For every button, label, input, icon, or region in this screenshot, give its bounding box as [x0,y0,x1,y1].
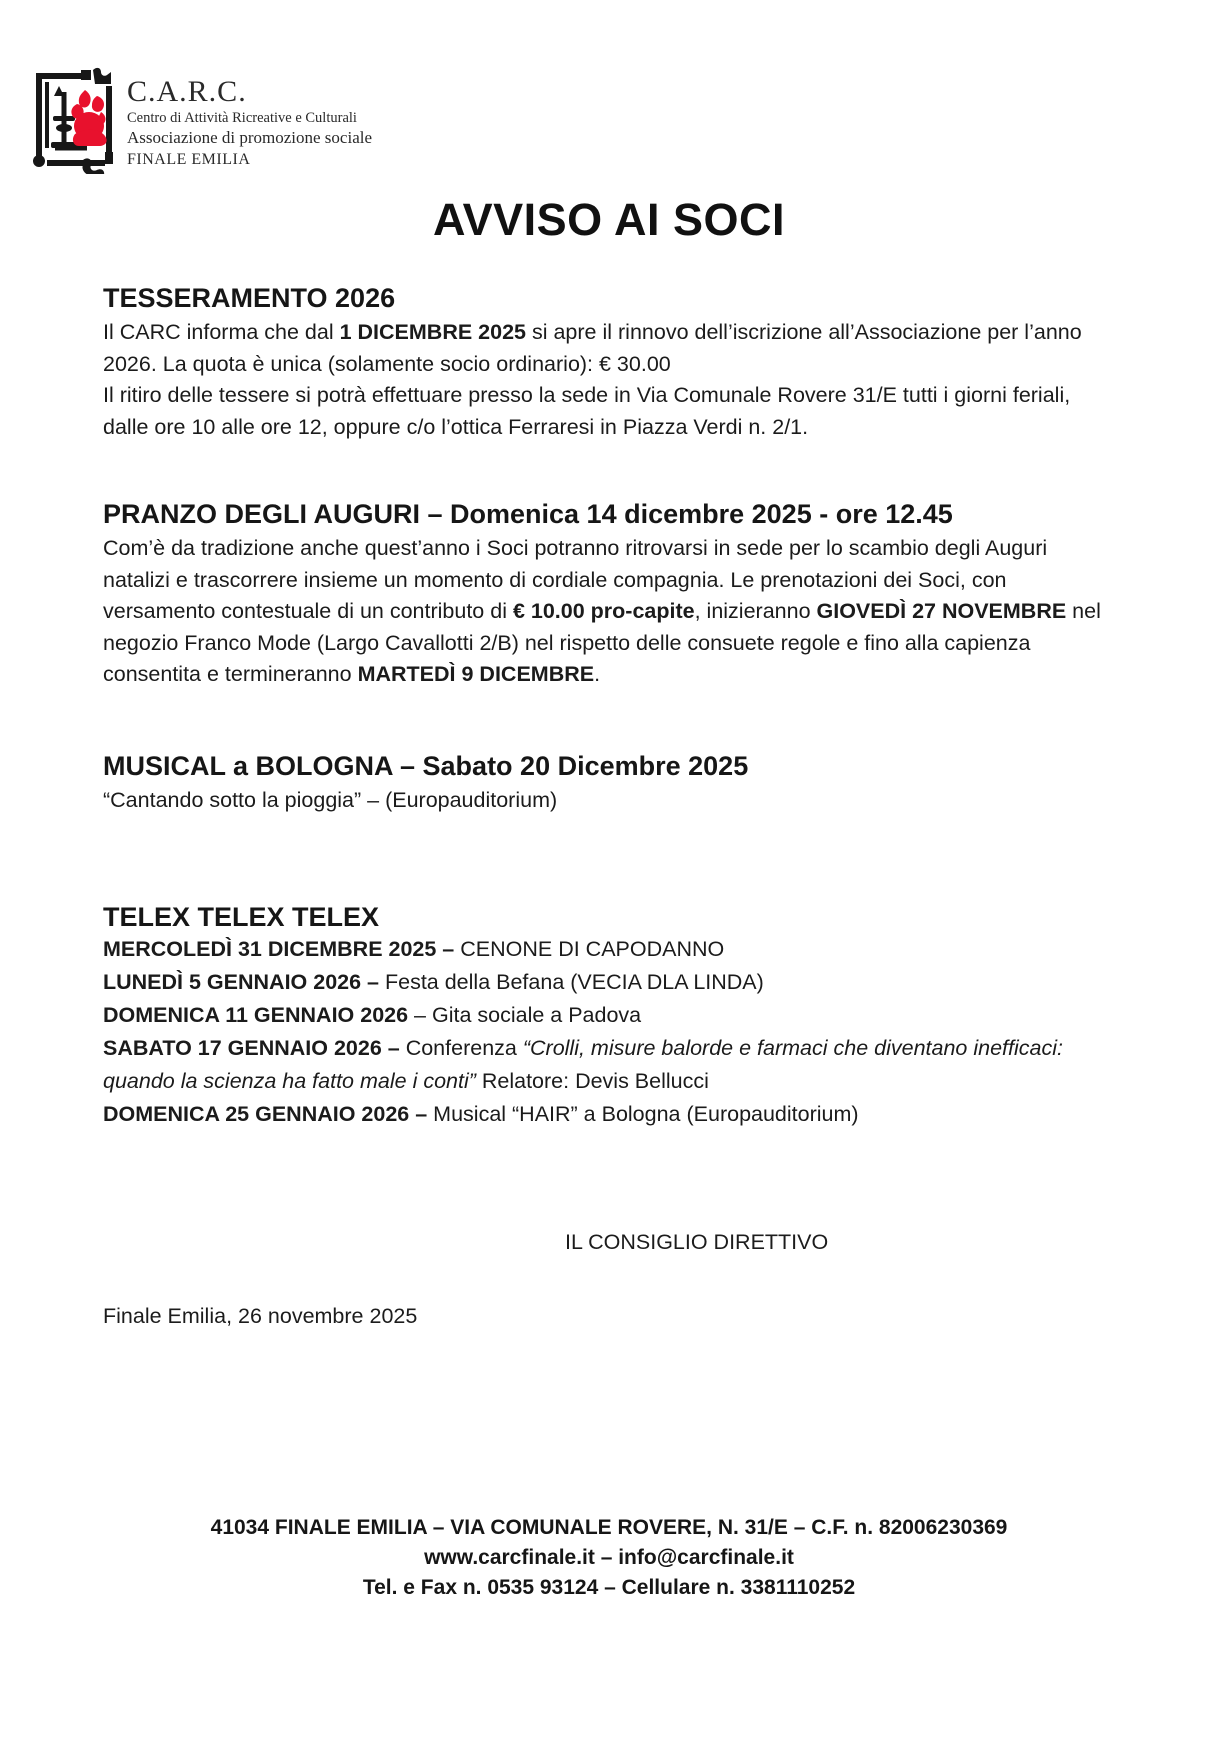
telex-item-1: MERCOLEDÌ 31 DICEMBRE 2025 – CENONE DI CAPODANNO [103,937,725,961]
telex-item-3: DOMENICA 11 GENNAIO 2026 – Gita sociale a Padova [103,1003,642,1027]
org-header [25,60,1115,174]
org-text-block [127,60,372,169]
tesseramento-paragraph-1: Il CARC informa che dal 1 DICEMBRE 2025 si apre il rinnovo dell’iscrizione all’Associazione per l’anno 2026. La quota è unica (solamente socio ordinario): € 30.00 [103,320,1082,376]
telex-item-2: LUNEDÌ 5 GENNAIO 2026 – Festa della Befana (VECIA DLA LINDA) [103,970,764,994]
org-subtitle-1: Centro di Attività Ricreative e Culturali [127,109,357,126]
footer-web-email: www.carcfinale.it – info@carcfinale.it [424,1546,794,1569]
carc-emblem-icon [25,60,117,174]
place-date-line: Finale Emilia, 26 novembre 2025 [103,1304,418,1328]
footer-phone: Tel. e Fax n. 0535 93124 – Cellulare n. 3381110252 [362,1576,856,1599]
telex-item-4: SABATO 17 GENNAIO 2026 – Conferenza “Crolli, misure balorde e farmaci che diventano inefficaci: quando la scienza ha fatto male i conti” Relatore: Devis Bellucci [103,1036,1063,1093]
pranzo-paragraph: Com’è da tradizione anche quest’anno i Soci potranno ritrovarsi in sede per lo scambio degli Auguri natalizi e trascorrere insieme un momento di cordiale compagnia. Le prenotazioni dei Soci, con versamento contestuale di un contributo di € 10.00 pro-capite, inizieranno GIOVEDÌ 27 NOVEMBRE nel negozio Franco Mode (Largo Cavallotti 2/B) nel rispetto delle consuete regole e fino alla capienza consentita e termineranno MARTEDÌ 9 DICEMBRE. [103,536,1101,686]
section-heading-musical: MUSICAL a BOLOGNA – Sabato 20 Dicembre 2025 [103,750,749,781]
page-title: AVVISO AI SOCI [432,194,786,245]
signature-line: IL CONSIGLIO DIRETTIVO [565,1230,829,1254]
footer [103,1513,1115,1603]
footer-address: 41034 FINALE EMILIA – VIA COMUNALE ROVERE, N. 31/E – C.F. n. 82006230369 [210,1516,1008,1539]
org-name: C.A.R.C. [127,75,247,108]
org-subtitle-2: Associazione di promozione sociale [127,127,373,147]
section-heading-pranzo: PRANZO DEGLI AUGURI – Domenica 14 dicembre 2025 - ore 12.45 [103,499,953,529]
section-heading-telex: TELEX TELEX TELEX [103,902,380,932]
tesseramento-paragraph-2: Il ritiro delle tessere si potrà effettuare presso la sede in Via Comunale Rovere 31/E tutti i giorni feriali, dalle ore 10 alle ore 12, oppure c/o l’ottica Ferraresi in Piazza Verdi n. 2/1. [103,383,1071,439]
musical-line: “Cantando sotto la pioggia” – (Europauditorium) [103,787,558,812]
telex-item-5: DOMENICA 25 GENNAIO 2026 – Musical “HAIR” a Bologna (Europauditorium) [103,1102,859,1126]
org-city: FINALE EMILIA [127,150,251,168]
section-heading-tesseramento: TESSERAMENTO 2026 [103,283,396,313]
